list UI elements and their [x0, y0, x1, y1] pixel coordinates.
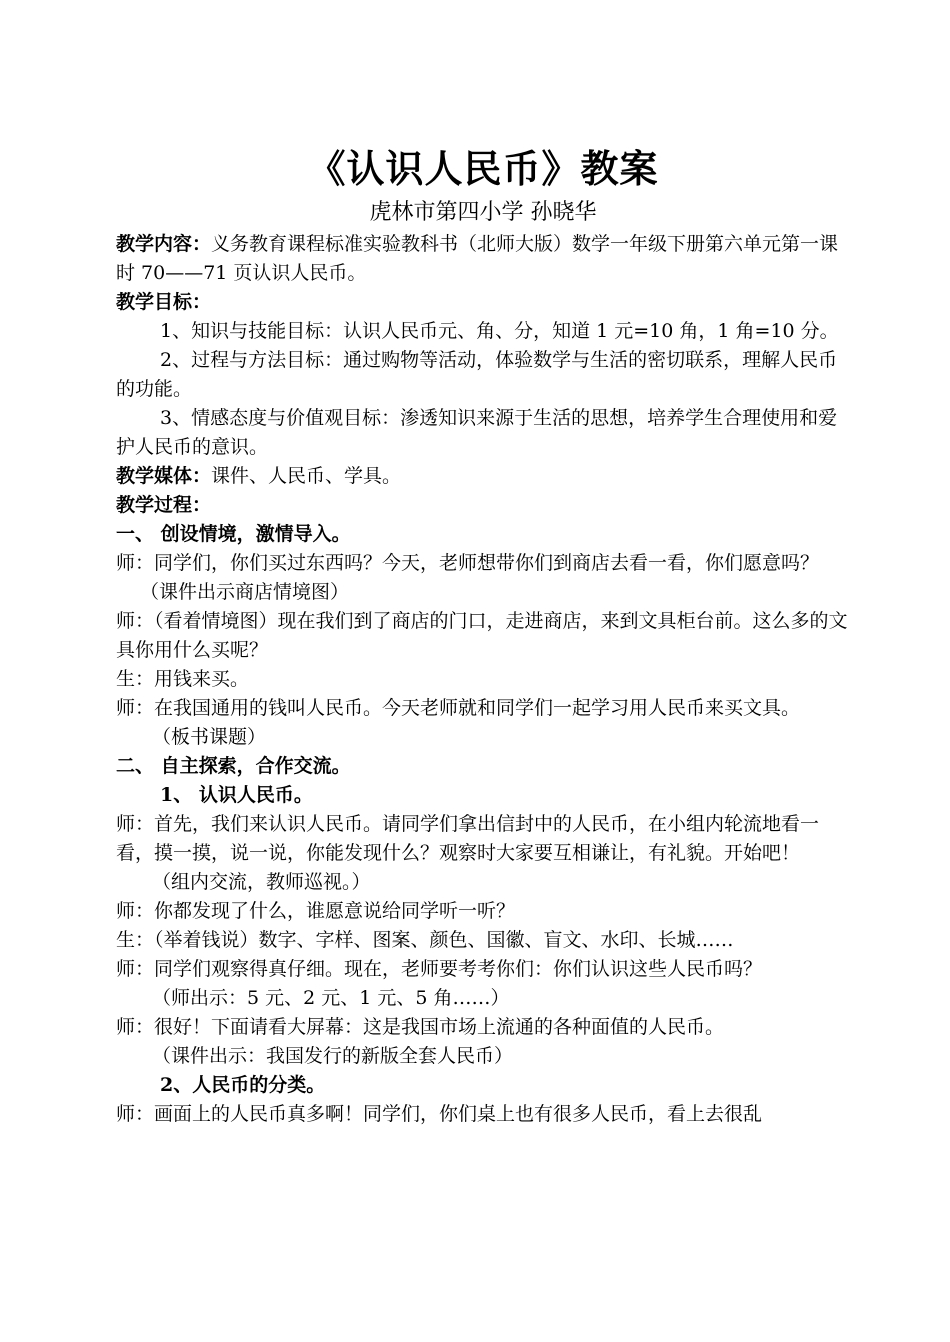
subsection-1-heading: 1、 认识人民币。 [160, 784, 313, 806]
content-text: 义务教育课程标准实验教科书（北师大版）数学一年级下册第六单元第一课时 70——71 页认识人民币。 [116, 233, 839, 284]
stage-note: （课件出示商店情境图） [140, 581, 350, 603]
media-text: 课件、人民币、学具。 [211, 465, 402, 487]
stage-note: （师出示：5 元、2 元、1 元、5 角……） [152, 987, 510, 1009]
stage-note: （组内交流，教师巡视。） [152, 871, 371, 893]
stage-note: （课件出示：我国发行的新版全套人民币） [152, 1045, 514, 1067]
dialog-line: 师：（看着情境图）现在我们到了商店的门口，走进商店，来到文具柜台前。这么多的文具你用什么买呢？ [116, 610, 848, 661]
dialog-line: 师：你都发现了什么，谁愿意说给同学听一听？ [116, 900, 516, 922]
document-page [116, 140, 850, 1129]
content-label: 教学内容： [116, 233, 212, 255]
subsection-2-heading: 2、人民币的分类。 [160, 1074, 326, 1096]
section-1-heading: 一、 创设情境，激情导入。 [116, 523, 351, 545]
dialog-line: 生：用钱来买。 [116, 668, 250, 690]
dialog-line: 师：同学们观察得真仔细。现在，老师要考考你们：你们认识这些人民币吗？ [116, 958, 763, 980]
dialog-line: 师：很好！下面请看大屏幕：这是我国市场上流通的各种面值的人民币。 [116, 1016, 725, 1038]
content-paragraph [116, 230, 850, 288]
goal-1: 1、知识与技能目标：认识人民币元、角、分，知道 1 元=10 角，1 角=10 分。 [160, 320, 839, 342]
section-2-heading: 二、 自主探索，合作交流。 [116, 755, 351, 777]
stage-note: （板书课题） [152, 726, 267, 748]
goal-3: 3、情感态度与价值观目标：渗透知识来源于生活的思想，培养学生合理使用和爱护人民币的意识。 [116, 407, 838, 458]
dialog-line: 师：同学们，你们买过东西吗？今天，老师想带你们到商店去看一看，你们愿意吗？ [116, 552, 820, 574]
media-label: 教学媒体： [116, 465, 212, 487]
page-title: 《认识人民币》教案 [307, 146, 659, 191]
dialog-line: 生：（举着钱说）数字、字样、图案、颜色、国徽、盲文、水印、长城…… [116, 929, 734, 951]
process-heading: 教学过程： [116, 494, 212, 516]
dialog-line: 师：首先，我们来认识人民币。请同学们拿出信封中的人民币，在小组内轮流地看一看，摸一摸，说一说，你能发现什么？观察时大家要互相谦让，有礼貌。开始吧！ [116, 813, 820, 864]
goal-2: 2、过程与方法目标：通过购物等活动，体验数学与生活的密切联系，理解人民币的功能。 [116, 349, 838, 400]
dialog-line: 师：画面上的人民币真多啊！同学们，你们桌上也有很多人民币，看上去很乱 [116, 1103, 763, 1125]
media-paragraph [116, 462, 850, 491]
author-line: 虎林市第四小学 孙晓华 [369, 200, 597, 225]
dialog-line: 师：在我国通用的钱叫人民币。今天老师就和同学们一起学习用人民币来买文具。 [116, 697, 801, 719]
goals-heading: 教学目标： [116, 291, 212, 313]
